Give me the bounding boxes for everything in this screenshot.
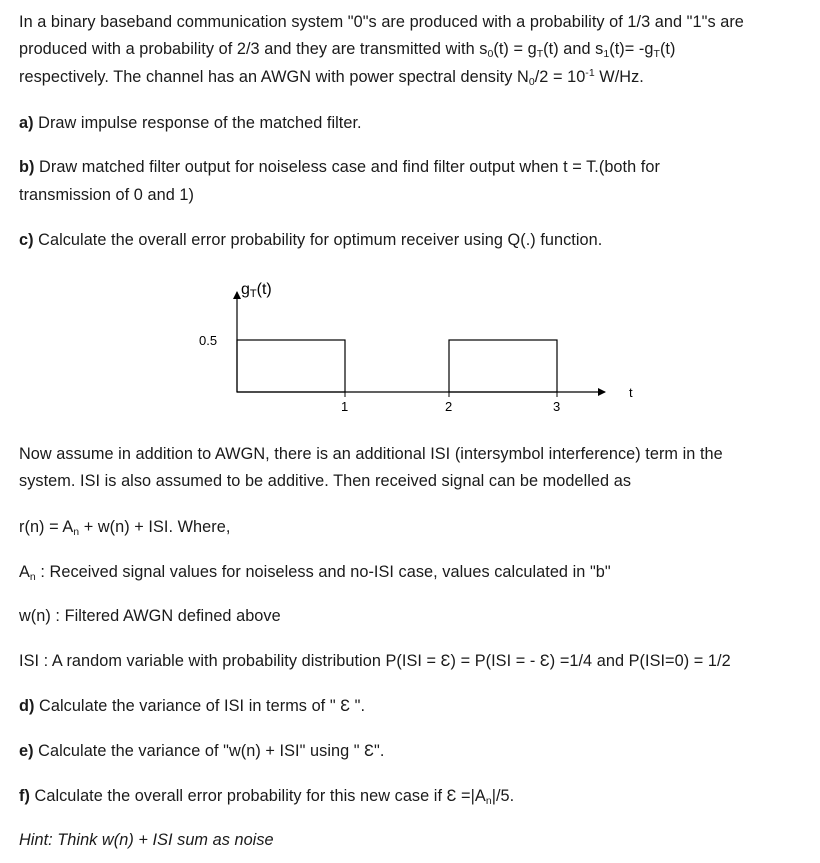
- subscript: T: [653, 48, 660, 60]
- y-tick-label: 0.5: [199, 333, 218, 348]
- part-text: Calculate the overall error probability for this new case if Ɛ =|A: [29, 787, 486, 805]
- part-label: e): [19, 742, 34, 760]
- part-label: c): [19, 231, 34, 249]
- part-text: Calculate the overall error probability for optimum receiver using Q(.) function.: [33, 231, 603, 249]
- definition-text: : Received signal values for noiseless and no-ISI case, values calculated in "b": [35, 563, 611, 581]
- paragraph-text: system. ISI is also assumed to be additive. Then received signal can be modelled as: [19, 472, 632, 490]
- part-a: [19, 113, 362, 133]
- definition-isi: [19, 651, 731, 671]
- isi-paragraph-line-2: [19, 471, 631, 491]
- part-e: [19, 741, 384, 761]
- part-label: b): [19, 158, 35, 176]
- part-b-line-2: [19, 185, 194, 205]
- pulse-figure: [185, 272, 645, 422]
- superscript: -1: [585, 67, 595, 79]
- intro-text: (t) = g: [493, 40, 537, 58]
- x-tick-label: 2: [445, 399, 453, 414]
- part-c: [19, 230, 602, 250]
- intro-line-1: [19, 12, 744, 32]
- hint: [19, 830, 274, 850]
- intro-line-3: [19, 67, 644, 87]
- paragraph-text: Now assume in addition to AWGN, there is an additional ISI (intersymbol interference) term in the: [19, 445, 723, 463]
- intro-text: respectively. The channel has an AWGN with power spectral density N: [19, 68, 529, 86]
- x-tick-label: 3: [553, 399, 561, 414]
- intro-text: (t)= -g: [609, 40, 654, 58]
- part-d: [19, 696, 365, 716]
- definition-an: [19, 562, 611, 582]
- intro-text: In a binary baseband communication system "0"s are produced with a probability of 1/3 and "1"s are: [19, 13, 744, 31]
- part-f: [19, 786, 514, 806]
- subscript: n: [485, 795, 492, 807]
- intro-text: (t): [659, 40, 676, 58]
- x-tick-label: 1: [341, 399, 349, 414]
- definition-wn: [19, 606, 281, 626]
- part-text: transmission of 0 and 1): [19, 186, 194, 204]
- pulse-2: [449, 340, 557, 392]
- intro-text: W/Hz.: [594, 68, 644, 86]
- intro-text: produced with a probability of 2/3 and they are transmitted with s: [19, 40, 488, 58]
- subscript: T: [536, 48, 544, 60]
- equation-text: + w(n) + ISI. Where,: [79, 518, 231, 536]
- y-axis-label: gT(t): [241, 281, 272, 300]
- subscript: n: [29, 571, 36, 583]
- part-label: f): [19, 787, 30, 805]
- part-b-line-1: [19, 157, 660, 177]
- equation-text: r(n) = A: [19, 518, 74, 536]
- signal-model: [19, 517, 230, 537]
- subscript: 0: [487, 48, 494, 60]
- part-text: Draw impulse response of the matched filter.: [33, 114, 362, 132]
- part-label: a): [19, 114, 34, 132]
- intro-text: /2 = 10: [534, 68, 586, 86]
- hint-text: Hint: Think w(n) + ISI sum as noise: [19, 831, 274, 849]
- part-text: Draw matched filter output for noiseless case and find filter output when t = T.(both for: [34, 158, 660, 176]
- x-axis-label: t: [629, 385, 633, 400]
- part-text: Calculate the variance of ISI in terms of " Ɛ ".: [34, 697, 366, 715]
- isi-paragraph-line-1: [19, 444, 723, 464]
- intro-line-2: [19, 39, 675, 59]
- pulse-1: [237, 340, 345, 392]
- definition-text: ISI : A random variable with probability distribution P(ISI = Ɛ) = P(ISI = - Ɛ) =1/4 and P(ISI=0) = 1/2: [19, 652, 731, 670]
- intro-text: (t) and s: [543, 40, 604, 58]
- part-text: |/5.: [491, 787, 515, 805]
- definition-text: w(n) : Filtered AWGN defined above: [19, 607, 281, 625]
- definition-text: A: [19, 563, 30, 581]
- subscript: 1: [603, 48, 610, 60]
- part-label: d): [19, 697, 35, 715]
- subscript: 0: [528, 76, 535, 88]
- subscript: n: [73, 526, 80, 538]
- part-text: Calculate the variance of "w(n) + ISI" using " Ɛ".: [33, 742, 385, 760]
